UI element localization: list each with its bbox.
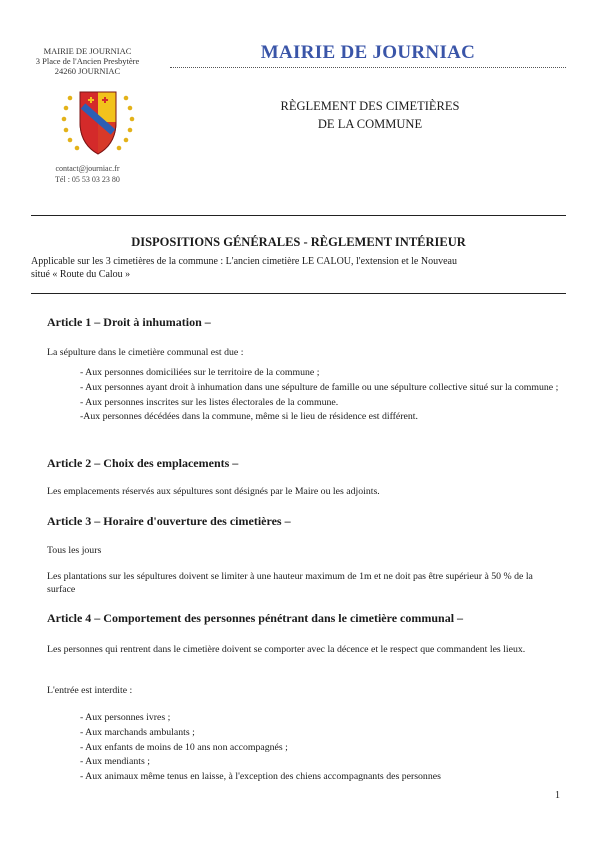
article-2-title: Article 2 – Choix des emplacements –: [47, 456, 239, 470]
list-item: - Aux enfants de moins de 10 ans non accompagnés ;: [80, 741, 288, 753]
applicable-line-2: situé « Route du Calou »: [31, 269, 131, 280]
list-item: - Aux marchands ambulants ;: [80, 726, 195, 738]
reglement-line-2: DE LA COMMUNE: [317, 117, 423, 131]
list-item: -Aux personnes décédées dans la commune, même si le lieu de résidence est différent.: [80, 411, 418, 423]
list-item: - Aux mendiants ;: [80, 756, 150, 768]
article-4-text: Les personnes qui rentrent dans le cimetière doivent se comporter avec la décence et le respect que commandent les lieux.: [47, 644, 526, 655]
title-dotted-divider: [170, 67, 566, 68]
mairie-address: [30, 46, 145, 76]
reglement-line-1: RÈGLEMENT DES CIMETIÈRES: [280, 99, 460, 113]
article-4-title: Article 4 – Comportement des personnes pénétrant dans le cimetière communal –: [47, 611, 464, 625]
list-item: - Aux personnes inscrites sur les listes électorales de la commune.: [80, 396, 339, 408]
contact-email: contact@journiac.fr: [55, 164, 120, 173]
section-divider: [31, 293, 566, 294]
article-4-list: [80, 711, 560, 785]
section-heading: DISPOSITIONS GÉNÉRALES - RÈGLEMENT INTÉRIEUR: [131, 235, 466, 249]
applicable-line-1: Applicable sur les 3 cimetières de la commune : L'ancien cimetière LE CALOU, l'extension et le Nouveau: [31, 256, 457, 267]
list-item: - Aux animaux même tenus en laisse, à l'exception des chiens accompagnants des personnes: [80, 771, 441, 783]
address-line-name: MAIRIE DE JOURNIAC: [43, 46, 132, 56]
list-item: - Aux personnes domiciliées sur le territoire de la commune ;: [80, 367, 320, 378]
article-1-intro: La sépulture dans le cimetière communal est due :: [47, 347, 244, 358]
contact-phone: Tél : 05 53 03 23 80: [55, 175, 120, 184]
list-item: - Aux personnes ivres ;: [80, 712, 171, 723]
reglement-title: [250, 97, 490, 133]
article-4-intro: L'entrée est interdite :: [47, 685, 133, 696]
mairie-contact: [30, 163, 145, 185]
address-line-street: 3 Place de l'Ancien Presbytère: [35, 56, 140, 66]
article-3-text-2: Les plantations sur les sépultures doivent se limiter à une hauteur maximum de 1m et ne doit pas être supérieur à 50 % de la surface: [47, 571, 533, 595]
address-line-city: 24260 JOURNIAC: [54, 66, 121, 76]
document-title: MAIRIE DE JOURNIAC: [260, 42, 476, 63]
article-1-list: [80, 366, 560, 425]
coat-of-arms-logo: [58, 86, 138, 158]
article-1-title: Article 1 – Droit à inhumation –: [47, 315, 211, 329]
article-3-text: Tous les jours: [47, 545, 102, 556]
article-3-title: Article 3 – Horaire d'ouverture des cimetières –: [47, 514, 291, 528]
header-divider: [31, 215, 566, 216]
article-2-text: Les emplacements réservés aux sépultures sont désignés par le Maire ou les adjoints.: [47, 486, 380, 497]
applicable-note: [31, 255, 571, 281]
list-item: - Aux personnes ayant droit à inhumation dans une sépulture de famille ou une sépulture collective situé sur la commune ;: [80, 381, 559, 393]
page-number: 1: [555, 790, 560, 801]
